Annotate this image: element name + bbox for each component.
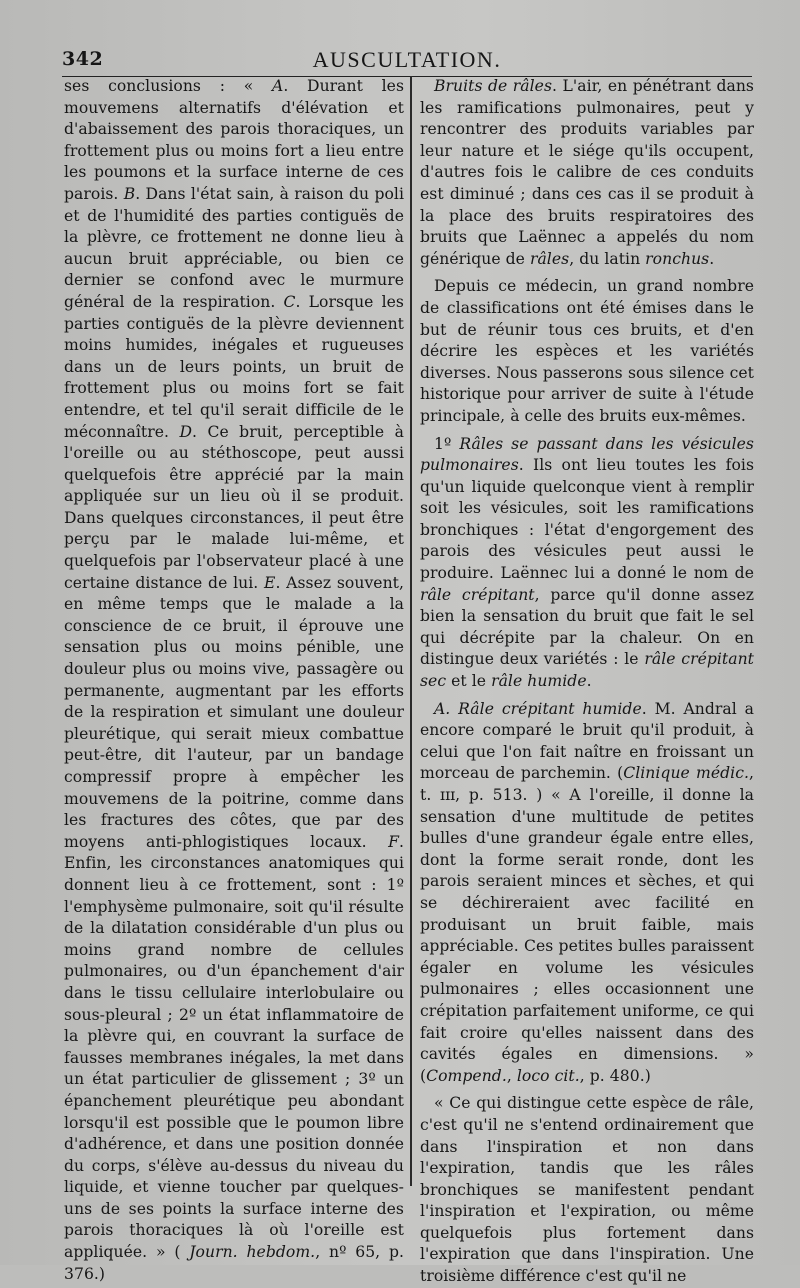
left-column — [64, 76, 405, 1283]
page-header — [62, 46, 752, 77]
right-paragraph-rale-crepitant-humide: A. Râle crépitant humide. M. Andral a encore comparé le bruit qu'il produit, à celui que l'on fait naître en froissant un morceau de parchemin. (Clinique médic., t. ɪɪɪ, p. 513. ) « A l'oreille, il donne la sensation d'une multitude de petites bulles d'une grandeur égale entre elles, dont la forme serait ronde, dont les parois seraient minces et sèches, et qui se déchireraient avec facilité en produisant un bruit faible, mais appréciable. Ces petites bulles paraissent égaler en volume les vésicules pulmonaires ; elles occasionnent une crépitation parfaitement uniforme, ce qui fait croire qu'elles naissent dans des cavités égales en dimensions. » (Compend., loco cit., p. 480.) — [420, 699, 754, 1085]
right-column — [420, 76, 755, 1286]
running-title: AUSCULTATION. — [312, 47, 502, 72]
right-paragraph-distinction: « Ce qui distingue cette espèce de râle, c'est qu'il ne s'entend ordinairement que dans l'inspiration et non dans l'expiration, tandis que les râles bronchiques se manifestent pendant l'inspiration et l'expiration, ou même quelquefois plus fortement dans l'expiration que dans l'inspiration. Une troisième différence c'est qu'il ne — [420, 1094, 754, 1286]
right-paragraph-bruits-de-rales: Bruits de râles. L'air, en pénétrant dans les ramifications pulmonaires, peut y rencontrer des produits variables par leur nature et le siége qu'ils occupent, d'autres fois le calibre de ces conduits est diminué ; dans ces cas il se produit à la place des bruits respiratoires des bruits que Laënnec a appelés du nom générique de râles, du latin ronchus. — [420, 77, 754, 268]
column-divider — [410, 76, 412, 1186]
right-paragraph-classifications: Depuis ce médecin, un grand nombre de classifications ont été émises dans le but de réunir tous ces bruits, et d'en décrire les espèces et les variétés diverses. Nous passerons sous silence cet historique pour arriver de suite à l'étude principale, à celle des bruits eux-mêmes. — [420, 277, 754, 425]
right-paragraph-vesicules: 1º Râles se passant dans les vésicules pulmonaires. Ils ont lieu toutes les fois qu'un liquide quelconque vient à remplir soit les vésicules, soit les ramifications bronchiques : l'état d'engorgement des parois des vésicules peut aussi le produire. Laënnec lui a donné le nom de râle crépitant, parce qu'il donne assez bien la sensation du bruit que fait le sel qui décrépite par la chaleur. On en distingue deux variétés : le râle crépitant sec et le râle humide. — [420, 434, 755, 691]
left-paragraph-conclusions: ses conclusions : « A. Durant les mouvemens alternatifs d'élévation et d'abaissement des parois thoraciques, un frottement plus ou moins fort a lieu entre les poumons et la surface interne de ces parois. B. Dans l'état sain, à raison du poli et de l'humidité des parties contiguës de la plèvre, ce frottement ne donne lieu à aucun bruit appréciable, ou bien ce dernier se confond avec le murmure général de la respiration. C. Lorsque les parties contiguës de la plèvre deviennent moins humides, inégales et rugueuses dans un de leurs points, un bruit de frottement plus ou moins fort se fait entendre, et tel qu'il serait difficile de le méconnaître. D. Ce bruit, perceptible à l'oreille ou au stéthoscope, peut aussi quelquefois être apprécié par la main appliquée sur un lieu où il se produit. Dans quelques circonstances, il peut être perçu par le malade lui-même, et quelquefois par l'observateur placé à une certaine distance de lui. E. Assez souvent, en même temps que le malade a la conscience de ce bruit, il éprouve une sensation plus ou moins pénible, une douleur plus ou moins vive, passagère ou permanente, augmentant par les efforts de la respiration et simulant une douleur pleurétique, qui serait mieux combattue peut-être, dit l'auteur, par un bandage compressif propre à empêcher les mouvemens de la poitrine, comme dans les fractures des côtes, que par des moyens anti-phlogistiques locaux. F. Enfin, les circonstances anatomiques qui donnent lieu à ce frottement, sont : 1º l'emphysème pulmonaire, soit qu'il résulte de la dilatation considérable d'un plus ou moins grand nombre de cellules pulmonaires, ou d'un épanchement d'air dans le tissu cellulaire interlobulaire ou sous-pleural ; 2º un état inflammatoire de la plèvre qui, en couvrant la surface de fausses membranes inégales, la met dans un état particulier de glissement ; 3º un épanchement pleurétique peu abondant lorsqu'il est possible que le poumon libre d'adhérence, et dans une position donnée du corps, s'élève au-dessus du niveau du liquide, et vienne toucher par quelques-uns de ses points la surface interne des parois thoraciques là où l'oreille est appliquée. » ( Journ. hebdom., nº 65, p. 376.) — [64, 77, 405, 1283]
page-number: 342 — [62, 48, 104, 70]
